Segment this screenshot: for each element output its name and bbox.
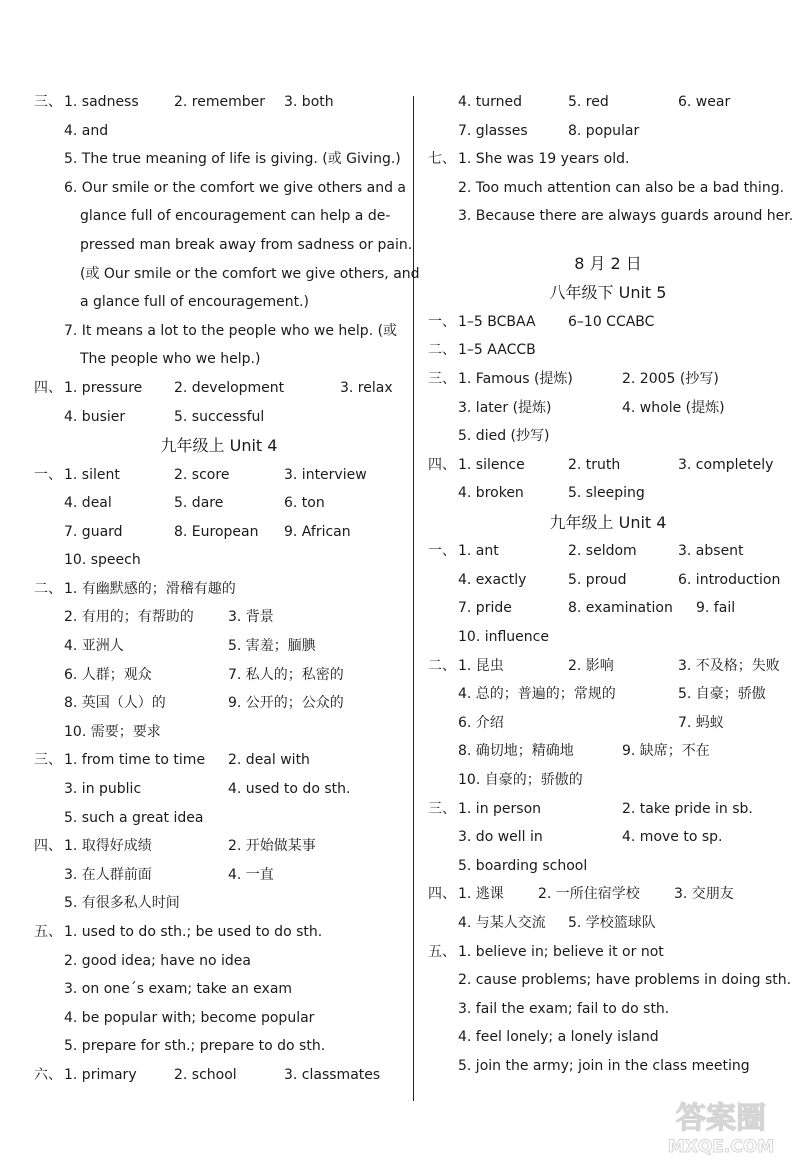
answer-line bbox=[428, 966, 792, 995]
section-marker: 一、 bbox=[428, 543, 456, 560]
answer-line bbox=[428, 938, 788, 967]
answer-line bbox=[428, 145, 788, 174]
answer-line bbox=[428, 680, 788, 709]
answer-line bbox=[428, 995, 788, 1024]
answer-item: 8. examination bbox=[568, 600, 673, 617]
section-marker: 三、 bbox=[34, 94, 62, 110]
answer-line bbox=[34, 775, 404, 804]
answer-item: 7. glasses bbox=[458, 122, 528, 139]
answer-item: 1. 昆虫 bbox=[458, 657, 504, 674]
answer-item: 1. primary bbox=[64, 1066, 137, 1083]
answer-line bbox=[34, 88, 404, 117]
answer-line bbox=[428, 852, 788, 881]
answer-line bbox=[34, 1061, 404, 1090]
answer-item: 1–5 AACCB bbox=[458, 342, 536, 359]
answer-item: 4. move to sp. bbox=[622, 829, 723, 846]
answer-item: 2. deal with bbox=[228, 752, 310, 769]
answer-item: 8. 英国（人）的 bbox=[64, 695, 166, 712]
answer-line bbox=[428, 566, 788, 595]
answer-item: 1. She was 19 years old. bbox=[458, 151, 630, 168]
answer-item: 2. Too much attention can also be a bad thing. bbox=[458, 179, 785, 196]
answer-item: 1. silent bbox=[64, 466, 120, 483]
answer-item: 5. 自豪；骄傲 bbox=[678, 686, 766, 703]
answer-line bbox=[34, 202, 404, 231]
answer-line bbox=[34, 918, 404, 947]
answer-line bbox=[34, 804, 404, 833]
answer-item: 3. absent bbox=[678, 543, 744, 560]
answer-item: 8. European bbox=[174, 523, 259, 540]
answer-item: 2. remember bbox=[174, 94, 266, 110]
answer-line bbox=[34, 718, 404, 747]
answer-item: 3. completely bbox=[678, 456, 774, 473]
answer-item: 5. died (抄写) bbox=[458, 428, 550, 445]
answer-line bbox=[34, 746, 404, 775]
answer-item: 6. ton bbox=[284, 495, 325, 512]
answer-item: 2. development bbox=[174, 379, 285, 396]
answer-item: 10. 需要；要求 bbox=[64, 723, 161, 740]
answer-line bbox=[428, 365, 788, 394]
answer-item: 1–5 BCBAA bbox=[458, 313, 536, 330]
answer-line bbox=[428, 1052, 788, 1081]
answer-line bbox=[428, 737, 788, 766]
answer-item: 2. 有用的；有帮助的 bbox=[64, 609, 194, 626]
answer-item: 2. school bbox=[174, 1066, 237, 1083]
section-marker: 六、 bbox=[34, 1066, 62, 1083]
answer-item: (或 Our smile or the comfort we give others, and bbox=[80, 265, 420, 282]
answer-item: 4. broken bbox=[458, 485, 524, 502]
answer-line bbox=[428, 594, 788, 623]
answer-line bbox=[428, 88, 788, 117]
answer-item: 2. seldom bbox=[568, 543, 637, 560]
answer-line bbox=[34, 975, 404, 1004]
answer-line bbox=[34, 489, 404, 518]
answer-line bbox=[34, 345, 404, 374]
answer-line bbox=[428, 823, 788, 852]
answer-line bbox=[34, 1004, 404, 1033]
section-marker: 四、 bbox=[428, 886, 456, 903]
answer-line bbox=[34, 832, 404, 861]
answer-line bbox=[34, 317, 404, 346]
answer-item: 5. sleeping bbox=[568, 485, 645, 502]
answer-line bbox=[428, 174, 788, 203]
answer-item: 3. interview bbox=[284, 466, 367, 483]
answer-item: 5. proud bbox=[568, 571, 627, 588]
answer-item: The people who we help.) bbox=[80, 351, 261, 368]
answer-item: 4. be popular with; become popular bbox=[64, 1009, 315, 1026]
answer-item: 1. ant bbox=[458, 543, 499, 560]
answer-item: 5. The true meaning of life is giving. (或 Giving.) bbox=[64, 151, 401, 168]
answer-item: 2. 2005 (抄写) bbox=[622, 370, 719, 387]
answer-item: 4. used to do sth. bbox=[228, 781, 351, 798]
answer-item: glance full of encouragement can help a de- bbox=[80, 208, 391, 225]
answer-line bbox=[428, 909, 788, 938]
answer-item: 4. and bbox=[64, 122, 109, 139]
date-heading: 8 月 2 日 bbox=[574, 253, 642, 273]
answer-item: 4. feel lonely; a lonely island bbox=[458, 1029, 659, 1046]
answer-line bbox=[428, 117, 788, 146]
answer-line bbox=[34, 174, 407, 203]
answer-line bbox=[34, 288, 404, 317]
answer-item: 1. used to do sth.; be used to do sth. bbox=[64, 924, 323, 941]
answer-item: 3. 交朋友 bbox=[674, 886, 734, 903]
answer-item: 5. such a great idea bbox=[64, 809, 204, 826]
answer-item: 3. both bbox=[284, 94, 334, 110]
answer-item: 2. cause problems; have problems in doing sth. bbox=[458, 972, 792, 989]
answer-item: 4. busier bbox=[64, 408, 126, 425]
section-marker: 五、 bbox=[34, 924, 62, 941]
answer-line bbox=[428, 623, 788, 652]
answer-item: 2. take pride in sb. bbox=[622, 800, 753, 817]
answer-line bbox=[34, 461, 404, 490]
answer-item: 8. 确切地；精确地 bbox=[458, 743, 574, 760]
answer-item: 1. silence bbox=[458, 456, 525, 473]
answer-item: 7. pride bbox=[458, 600, 512, 617]
answer-item: 8. popular bbox=[568, 122, 640, 139]
section-marker: 三、 bbox=[428, 800, 456, 817]
section-marker: 四、 bbox=[34, 379, 62, 396]
right-column bbox=[428, 88, 794, 1081]
answer-item: 5. prepare for sth.; prepare to do sth. bbox=[64, 1038, 326, 1055]
section-marker: 二、 bbox=[428, 657, 456, 674]
answer-item: 4. exactly bbox=[458, 571, 527, 588]
answer-item: 7. 蚂蚁 bbox=[678, 714, 724, 731]
answer-line bbox=[428, 766, 788, 795]
section-marker: 四、 bbox=[428, 456, 456, 473]
section-marker: 二、 bbox=[34, 580, 62, 597]
answer-item: 9. fail bbox=[696, 600, 736, 617]
answer-line bbox=[34, 947, 404, 976]
answer-line bbox=[34, 374, 404, 403]
answer-line bbox=[34, 603, 404, 632]
answer-item: 3. relax bbox=[340, 379, 393, 396]
answer-line bbox=[428, 308, 788, 337]
answer-item: 6–10 CCABC bbox=[568, 313, 655, 330]
answer-line bbox=[34, 546, 404, 575]
answer-line bbox=[428, 202, 794, 231]
answer-item: 5. dare bbox=[174, 495, 224, 512]
unit-heading: 九年级上 Unit 4 bbox=[160, 436, 278, 456]
answer-line bbox=[34, 403, 404, 432]
answer-item: a glance full of encouragement.) bbox=[80, 294, 309, 311]
answer-item: 7. 私人的；私密的 bbox=[228, 666, 344, 683]
answer-item: 10. influence bbox=[458, 629, 549, 646]
answer-line bbox=[34, 1032, 404, 1061]
answer-item: 1. 取得好成绩 bbox=[64, 838, 152, 855]
answer-item: 9. 公开的；公众的 bbox=[228, 695, 344, 712]
answer-item: 2. 一所住宿学校 bbox=[538, 886, 640, 903]
answer-item: 4. 一直 bbox=[228, 866, 274, 883]
answer-item: 1. in person bbox=[458, 800, 542, 817]
answer-line bbox=[34, 661, 404, 690]
spacer bbox=[428, 231, 788, 249]
answer-item: 5. boarding school bbox=[458, 857, 588, 874]
answer-line bbox=[428, 880, 788, 909]
answer-item: 5. red bbox=[568, 94, 609, 110]
answer-item: 1. pressure bbox=[64, 379, 143, 396]
answer-item: 3. Because there are always guards around her. bbox=[458, 208, 794, 225]
answer-item: 6. 人群；观众 bbox=[64, 666, 152, 683]
answer-item: 3. 不及格；失败 bbox=[678, 657, 780, 674]
answer-item: 4. 总的；普遍的；常规的 bbox=[458, 686, 616, 703]
answer-item: 3. in public bbox=[64, 781, 142, 798]
answer-item: 2. truth bbox=[568, 456, 621, 473]
answer-line bbox=[428, 336, 788, 365]
section-marker: 四、 bbox=[34, 838, 62, 855]
answer-item: 5. 害羞；腼腆 bbox=[228, 638, 316, 655]
left-column bbox=[34, 88, 420, 1090]
answer-line bbox=[428, 537, 788, 566]
answer-line bbox=[34, 889, 404, 918]
answer-line bbox=[428, 451, 788, 480]
answer-item: 2. good idea; have no idea bbox=[64, 952, 251, 969]
answer-line bbox=[428, 652, 788, 681]
answer-line bbox=[428, 1023, 788, 1052]
section-marker: 五、 bbox=[428, 943, 456, 960]
answer-item: 1. Famous (提炼) bbox=[458, 370, 573, 387]
answer-item: 2. score bbox=[174, 466, 230, 483]
answer-item: 2. 影响 bbox=[568, 657, 614, 674]
unit-heading: 九年级上 Unit 4 bbox=[549, 512, 667, 532]
answer-item: 3. later (提炼) bbox=[458, 399, 552, 416]
answer-item: 7. guard bbox=[64, 523, 123, 540]
answer-line bbox=[428, 479, 788, 508]
answer-line bbox=[34, 861, 404, 890]
answer-item: 10. speech bbox=[64, 552, 141, 569]
answer-item: 9. African bbox=[284, 523, 351, 540]
answer-item: 6. wear bbox=[678, 94, 731, 110]
answer-line bbox=[428, 709, 788, 738]
answer-item: 4. 亚洲人 bbox=[64, 638, 124, 655]
answer-item: 3. do well in bbox=[458, 829, 543, 846]
answer-line bbox=[428, 394, 788, 423]
answer-line bbox=[34, 117, 404, 146]
answer-item: 1. sadness bbox=[64, 94, 139, 110]
unit-heading: 八年级下 Unit 5 bbox=[549, 283, 667, 303]
watermark-line1: 答案圈 bbox=[676, 1101, 766, 1136]
answer-item: 6. Our smile or the comfort we give others and a bbox=[64, 179, 407, 196]
answer-item: 4. 与某人交流 bbox=[458, 915, 546, 932]
column-divider bbox=[413, 96, 414, 1101]
answer-item: 3. 背景 bbox=[228, 609, 274, 626]
watermark-logo bbox=[646, 1096, 796, 1158]
answer-line bbox=[34, 145, 404, 174]
answer-item: 1. 逃课 bbox=[458, 886, 504, 903]
section-marker: 一、 bbox=[428, 313, 456, 330]
answer-item: 4. whole (提炼) bbox=[622, 399, 725, 416]
answer-line bbox=[34, 231, 413, 260]
answer-item: 1. believe in; believe it or not bbox=[458, 943, 664, 960]
answer-line bbox=[34, 518, 404, 547]
section-marker: 三、 bbox=[428, 370, 456, 387]
answer-line bbox=[34, 632, 404, 661]
answer-item: 1. 有幽默感的；滑稽有趣的 bbox=[64, 580, 236, 597]
answer-item: 2. 开始做某事 bbox=[228, 838, 316, 855]
answer-item: 1. from time to time bbox=[64, 752, 206, 769]
answer-item: 5. join the army; join in the class meeting bbox=[458, 1057, 750, 1074]
section-marker: 七、 bbox=[428, 151, 456, 168]
watermark-line2: MXQE.COM bbox=[667, 1137, 775, 1157]
answer-item: pressed man break away from sadness or pain. bbox=[80, 236, 413, 253]
answer-line bbox=[34, 575, 404, 604]
answer-item: 6. 介绍 bbox=[458, 714, 504, 731]
answer-item: 6. introduction bbox=[678, 571, 781, 588]
answer-item: 9. 缺席；不在 bbox=[622, 743, 710, 760]
answer-item: 5. 有很多私人时间 bbox=[64, 895, 180, 912]
answer-item: 10. 自豪的；骄傲的 bbox=[458, 772, 583, 789]
section-marker: 三、 bbox=[34, 752, 62, 769]
answer-item: 4. turned bbox=[458, 94, 523, 110]
answer-item: 5. successful bbox=[174, 408, 265, 425]
answer-item: 3. fail the exam; fail to do sth. bbox=[458, 1000, 670, 1017]
answer-line bbox=[34, 260, 420, 289]
section-marker: 一、 bbox=[34, 466, 62, 483]
answer-item: 3. 在人群前面 bbox=[64, 866, 152, 883]
answer-item: 7. It means a lot to the people who we help. (或 bbox=[64, 322, 398, 339]
answer-item: 4. deal bbox=[64, 495, 112, 512]
answer-item: 3. classmates bbox=[284, 1066, 381, 1083]
answer-item: 5. 学校篮球队 bbox=[568, 915, 656, 932]
answer-item: 3. on one´s exam; take an exam bbox=[64, 981, 293, 998]
answer-line bbox=[428, 422, 788, 451]
section-marker: 二、 bbox=[428, 342, 456, 359]
answer-line bbox=[34, 689, 404, 718]
answer-line bbox=[428, 795, 788, 824]
